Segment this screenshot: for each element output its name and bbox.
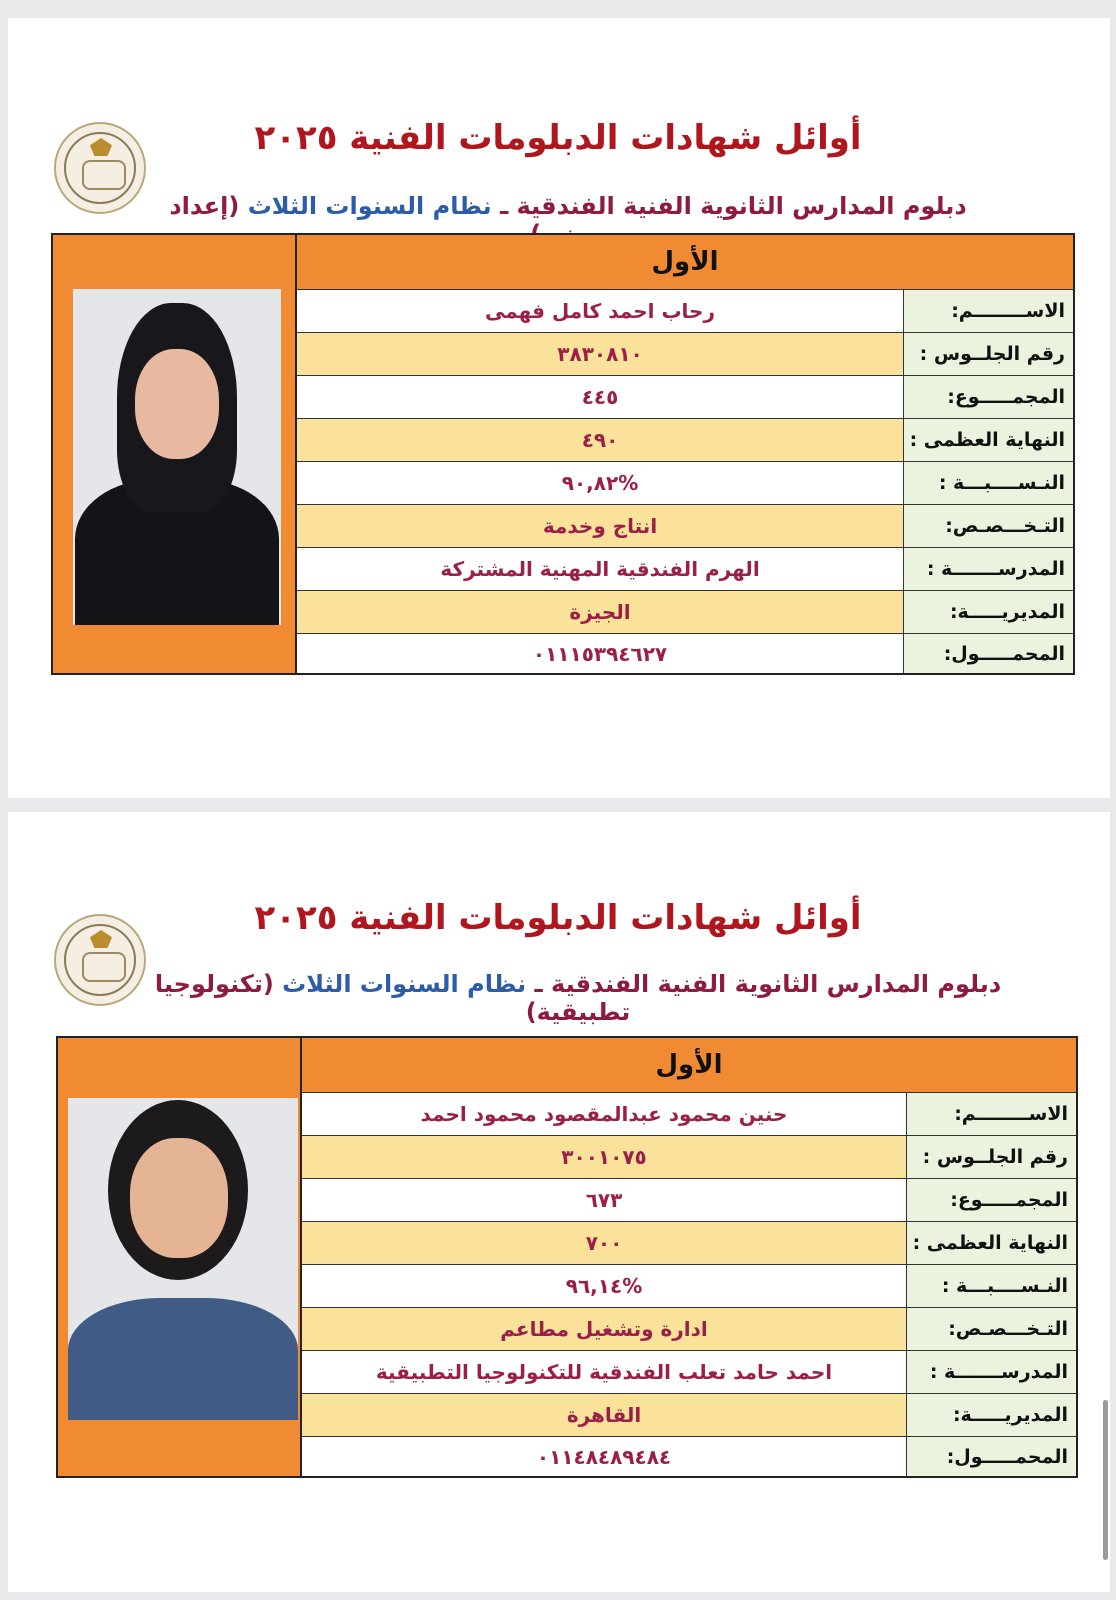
row-label: التـخـــصـص: (906, 1308, 1076, 1350)
info-row-school (302, 1350, 1076, 1393)
row-value: ٧٠٠ (302, 1222, 906, 1264)
info-row-specialization (297, 504, 1073, 547)
row-label: المدرســـــــة : (903, 548, 1073, 590)
row-label: المجمـــــوع: (906, 1179, 1076, 1221)
info-row-total (302, 1178, 1076, 1221)
row-value: احمد حامد تعلب الفندقية للتكنولوجيا التطبيقية (302, 1351, 906, 1393)
row-label: النهاية العظمى : (906, 1222, 1076, 1264)
row-label: التـخـــصـص: (903, 505, 1073, 547)
row-value: ٠١١١٥٣٩٤٦٢٧ (297, 634, 903, 673)
info-row-seat-number (297, 332, 1073, 375)
row-label: المديريـــــة: (906, 1394, 1076, 1436)
student-photo (68, 1098, 298, 1420)
row-label: الاســــــــم: (906, 1093, 1076, 1135)
subtitle-system: نظام السنوات الثلاث (282, 970, 527, 998)
row-label: المدرســـــــة : (906, 1351, 1076, 1393)
student-info-table (295, 235, 1073, 673)
info-row-percentage (297, 461, 1073, 504)
subtitle-diploma: دبلوم المدارس الثانوية الفنية الفندقية ـ (499, 192, 967, 220)
student-info-table (300, 1038, 1076, 1476)
row-label: المحمـــــول: (906, 1437, 1076, 1476)
page-subtitle (138, 970, 1018, 1026)
info-row-max-score (302, 1221, 1076, 1264)
row-value: حنين محمود عبدالمقصود محمود احمد (302, 1093, 906, 1135)
info-row-max-score (297, 418, 1073, 461)
vertical-scrollbar[interactable] (1103, 1400, 1108, 1560)
info-row-name (302, 1092, 1076, 1135)
ministry-seal-icon (54, 914, 146, 1006)
row-value: ٠١١٤٨٤٨٩٤٨٤ (302, 1437, 906, 1476)
info-row-percentage (302, 1264, 1076, 1307)
subtitle-system: نظام السنوات الثلاث (247, 192, 492, 220)
row-label: المديريـــــة: (903, 591, 1073, 633)
subtitle-track: (تكنولوجيا تطبيقية) (154, 970, 631, 1026)
student-photo (73, 289, 281, 625)
rank-header: الأول (302, 1038, 1076, 1092)
rank-header: الأول (297, 235, 1073, 289)
row-value: القاهرة (302, 1394, 906, 1436)
info-row-directorate (297, 590, 1073, 633)
info-row-directorate (302, 1393, 1076, 1436)
row-value: انتاج وخدمة (297, 505, 903, 547)
row-value: %٩٦,١٤ (302, 1265, 906, 1307)
row-value: رحاب احمد كامل فهمى (297, 290, 903, 332)
info-row-name (297, 289, 1073, 332)
row-value: %٩٠,٨٢ (297, 462, 903, 504)
row-label: النـســــبـــة : (906, 1265, 1076, 1307)
page-title: أوائل شهادات الدبلومات الفنية ٢٠٢٥ (254, 898, 862, 938)
result-page-2 (8, 812, 1110, 1592)
page-title: أوائل شهادات الدبلومات الفنية ٢٠٢٥ (254, 118, 862, 158)
row-value: ادارة وتشغيل مطاعم (302, 1308, 906, 1350)
student-card (51, 233, 1075, 675)
row-label: النـســــبـــة : (903, 462, 1073, 504)
row-value: ٤٩٠ (297, 419, 903, 461)
row-value: ٦٧٣ (302, 1179, 906, 1221)
info-row-mobile (297, 633, 1073, 673)
row-value: الهرم الفندقية المهنية المشتركة (297, 548, 903, 590)
row-value: ٣٨٣٠٨١٠ (297, 333, 903, 375)
info-row-total (297, 375, 1073, 418)
result-page-1 (8, 18, 1110, 798)
info-row-mobile (302, 1436, 1076, 1476)
row-value: ٣٠٠١٠٧٥ (302, 1136, 906, 1178)
row-label: المحمـــــول: (903, 634, 1073, 673)
subtitle-diploma: دبلوم المدارس الثانوية الفنية الفندقية ـ (534, 970, 1002, 998)
subtitle-track: (إعداد (169, 192, 240, 220)
info-row-seat-number (302, 1135, 1076, 1178)
info-row-school (297, 547, 1073, 590)
row-label: رقم الجلــوس : (906, 1136, 1076, 1178)
row-label: المجمـــــوع: (903, 376, 1073, 418)
row-label: النهاية العظمى : (903, 419, 1073, 461)
row-value: ٤٤٥ (297, 376, 903, 418)
row-label: رقم الجلــوس : (903, 333, 1073, 375)
row-value: الجيزة (297, 591, 903, 633)
row-label: الاســــــــم: (903, 290, 1073, 332)
info-row-specialization (302, 1307, 1076, 1350)
student-card (56, 1036, 1078, 1478)
